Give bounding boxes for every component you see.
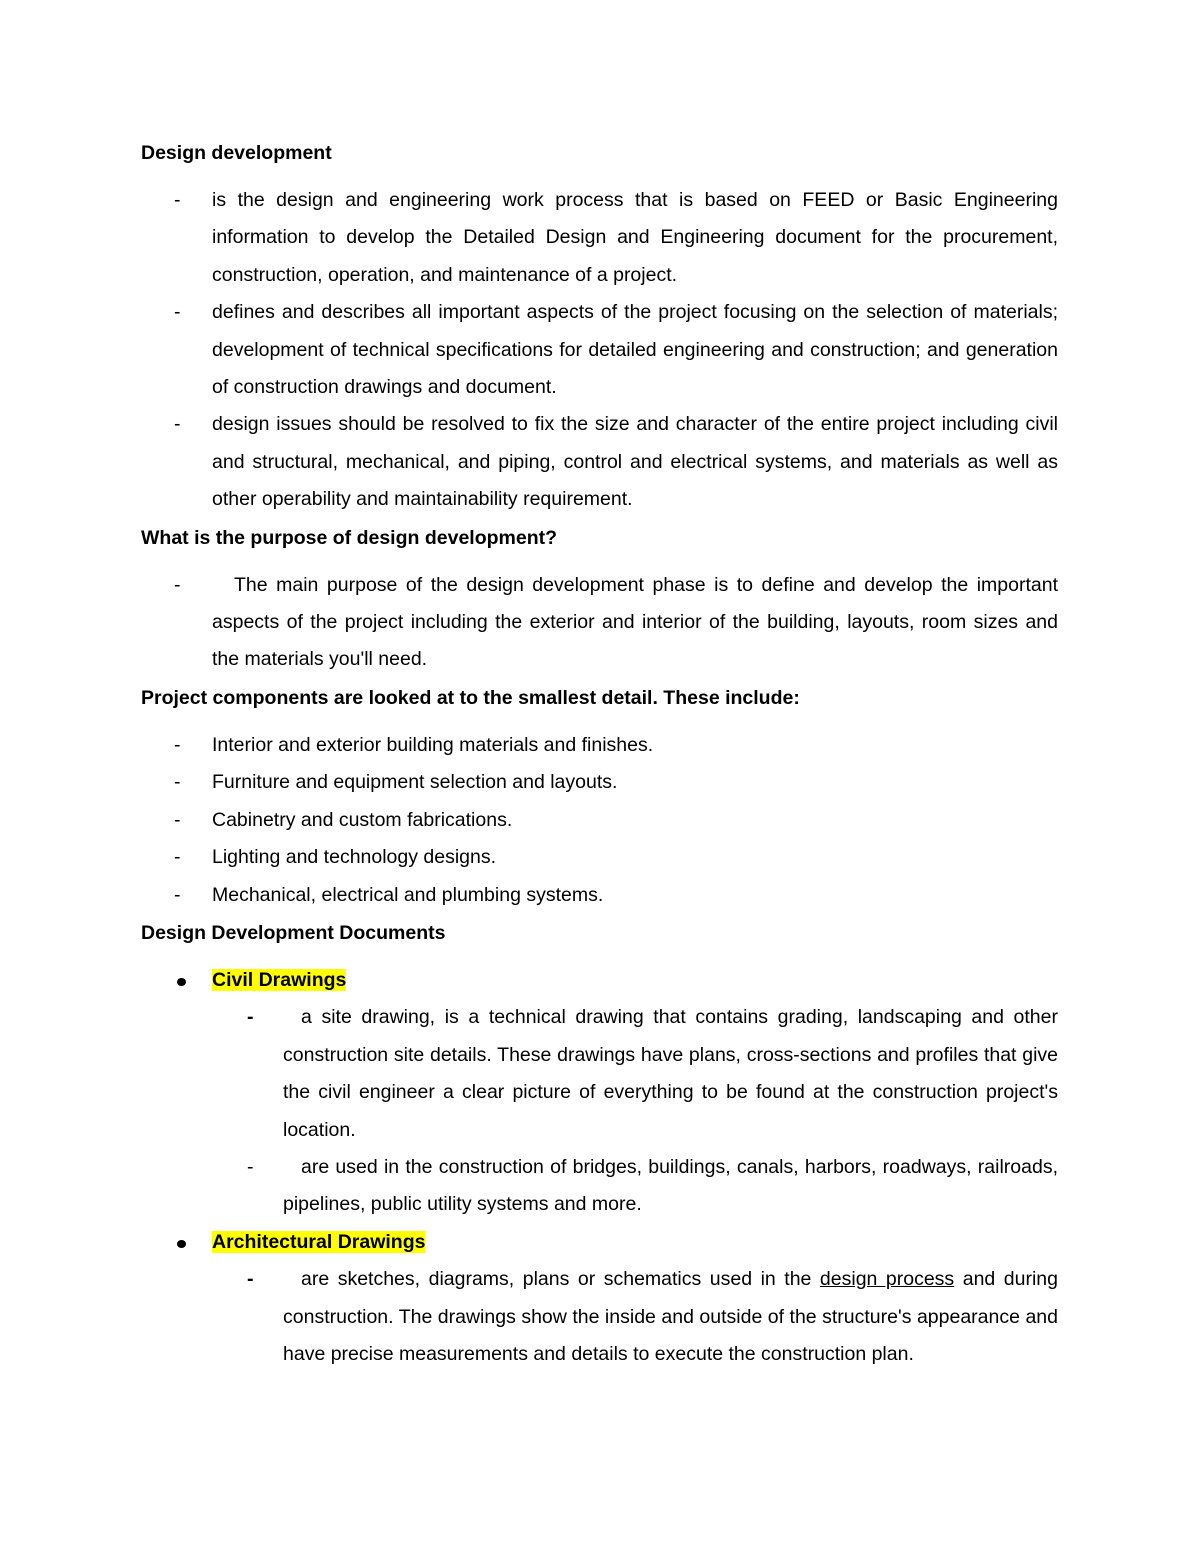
design-process-link[interactable]: design process [819, 1268, 955, 1291]
documents-list [141, 962, 1058, 1373]
dash-marker: - [247, 1268, 254, 1291]
list-item-text: are used in the construction of bridges, buildings, canals, harbors, roadways, railroads, pipelines, public utility systems and more. [283, 1155, 1058, 1216]
dash-marker: - [174, 413, 181, 436]
architectural-sub-list [212, 1261, 1058, 1373]
civil-sub-list [212, 999, 1058, 1223]
list-item-text: defines and describes all important aspects of the project focusing on the selection of materials; development of technical specifications for detailed engineering and construction; and generation of construction drawings and document. [212, 301, 1058, 399]
list-item [141, 567, 1058, 679]
list-item-text: Furniture and equipment selection and layouts. [212, 771, 618, 794]
dash-marker: - [174, 573, 181, 596]
dash-marker: - [174, 733, 181, 756]
list-item-text: The main purpose of the design development phase is to define and develop the important aspects of the project including the exterior and interior of the building, layouts, room sizes and the materials you'll need. [212, 573, 1058, 671]
list-item [141, 182, 1058, 294]
document-page [141, 134, 1058, 1373]
bullet-icon [177, 978, 186, 986]
list-item-civil [141, 962, 1058, 1224]
list-item-text: Cabinetry and custom fabrications. [212, 808, 513, 831]
dash-marker: - [174, 771, 181, 794]
civil-drawings-label: Civil Drawings [212, 968, 347, 991]
list-item-text: a site drawing, is a technical drawing that contains grading, landscaping and other construction site details. These drawings have plans, cross-sections and profiles that give the civil engineer a clear picture of everything to be found at the construction project's location. [283, 1006, 1058, 1141]
list-item [141, 294, 1058, 406]
list-item-text-after: and during construction. The drawings show the inside and outside of the structure's appearance and have precise measurements and details to execute the construction plan. [283, 1268, 1058, 1365]
purpose-list [141, 567, 1058, 679]
dash-marker: - [247, 1006, 254, 1029]
heading-purpose: What is the purpose of design development? [141, 526, 558, 549]
list-item [141, 727, 1058, 764]
heading-components: Project components are looked at to the smallest detail. These include: [141, 686, 800, 709]
dash-marker: - [174, 883, 181, 906]
list-item-text: Interior and exterior building materials and finishes. [212, 733, 654, 756]
dash-marker: - [247, 1155, 254, 1178]
heading-documents: Design Development Documents [141, 921, 446, 944]
list-item [141, 764, 1058, 801]
dash-marker: - [174, 189, 181, 211]
list-item-text: Lighting and technology designs. [212, 846, 497, 869]
bullet-icon [177, 1240, 186, 1248]
list-item [141, 1149, 1058, 1224]
list-item [141, 877, 1058, 914]
list-item [141, 802, 1058, 839]
dash-marker: - [174, 846, 181, 869]
dash-marker: - [174, 808, 181, 831]
dash-marker: - [174, 301, 181, 324]
heading-design-development: Design development [141, 142, 332, 164]
list-item-architectural [141, 1224, 1058, 1374]
design-development-list [141, 182, 1058, 519]
list-item-text: design issues should be resolved to fix the size and character of the entire project including civil and structural, mechanical, and piping, control and electrical systems, and materials as well as other operability and maintainability requirement. [212, 413, 1058, 511]
components-list [141, 727, 1058, 914]
list-item-text: is the design and engineering work process that is based on FEED or Basic Engineering information to develop the Detailed Design and Engineering document for the procurement, construction, operation, and maintenance of a project. [212, 189, 1058, 286]
architectural-drawings-label: Architectural Drawings [212, 1230, 426, 1253]
list-item [141, 1261, 1058, 1373]
list-item-text: Mechanical, electrical and plumbing systems. [212, 883, 604, 906]
list-item-text-before: are sketches, diagrams, plans or schematics used in the [301, 1268, 812, 1291]
list-item [141, 839, 1058, 876]
list-item [141, 999, 1058, 1149]
list-item [141, 406, 1058, 518]
